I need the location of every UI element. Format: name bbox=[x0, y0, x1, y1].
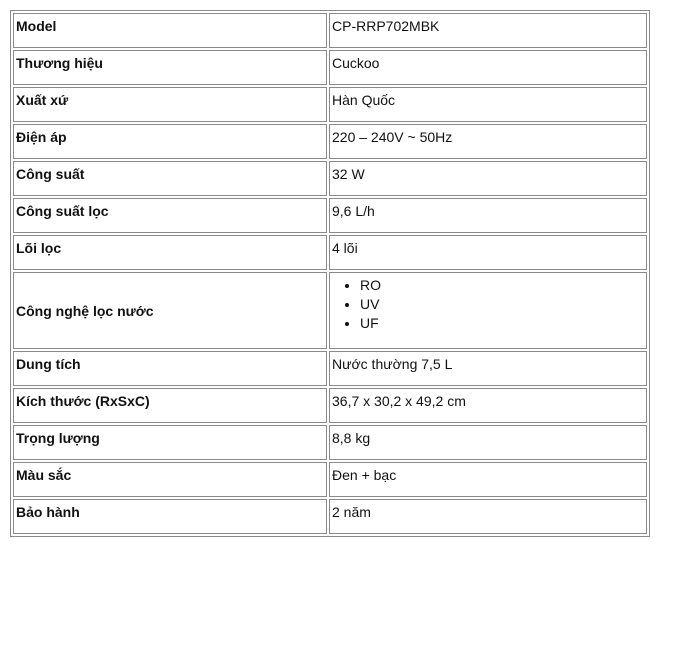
spec-value: Nước thường 7,5 L bbox=[329, 351, 647, 386]
table-row bbox=[13, 351, 647, 386]
spec-table bbox=[10, 10, 650, 537]
spec-label: Bảo hành bbox=[13, 499, 327, 534]
table-row bbox=[13, 235, 647, 270]
spec-label: Model bbox=[13, 13, 327, 48]
spec-value: 2 năm bbox=[329, 499, 647, 534]
table-row bbox=[13, 499, 647, 534]
table-row bbox=[13, 161, 647, 196]
list-item: • RO bbox=[360, 276, 644, 295]
table-row bbox=[13, 87, 647, 122]
list-item: • UF bbox=[360, 314, 644, 333]
table-row bbox=[13, 425, 647, 460]
table-row bbox=[13, 462, 647, 497]
filter-tech-list bbox=[332, 276, 644, 333]
table-row bbox=[13, 50, 647, 85]
spec-value: 8,8 kg bbox=[329, 425, 647, 460]
spec-value: CP-RRP702MBK bbox=[329, 13, 647, 48]
spec-label: Lõi lọc bbox=[13, 235, 327, 270]
spec-label: Trọng lượng bbox=[13, 425, 327, 460]
spec-label: Công suất lọc bbox=[13, 198, 327, 233]
list-item: • UV bbox=[360, 295, 644, 314]
table-row bbox=[13, 124, 647, 159]
table-row bbox=[13, 13, 647, 48]
spec-value: Hàn Quốc bbox=[329, 87, 647, 122]
spec-value: 4 lõi bbox=[329, 235, 647, 270]
spec-label: Màu sắc bbox=[13, 462, 327, 497]
spec-label: Xuất xứ bbox=[13, 87, 327, 122]
spec-value bbox=[329, 272, 647, 349]
spec-label: Điện áp bbox=[13, 124, 327, 159]
spec-label: Thương hiệu bbox=[13, 50, 327, 85]
spec-label: Kích thước (RxSxC) bbox=[13, 388, 327, 423]
spec-value: 220 – 240V ~ 50Hz bbox=[329, 124, 647, 159]
spec-label: Công nghệ lọc nước bbox=[13, 272, 327, 349]
spec-value: Cuckoo bbox=[329, 50, 647, 85]
spec-label: Công suất bbox=[13, 161, 327, 196]
spec-value: 36,7 x 30,2 x 49,2 cm bbox=[329, 388, 647, 423]
spec-value: 32 W bbox=[329, 161, 647, 196]
spec-value: 9,6 L/h bbox=[329, 198, 647, 233]
spec-label: Dung tích bbox=[13, 351, 327, 386]
spec-value: Đen + bạc bbox=[329, 462, 647, 497]
table-row bbox=[13, 198, 647, 233]
table-row bbox=[13, 388, 647, 423]
table-row bbox=[13, 272, 647, 349]
